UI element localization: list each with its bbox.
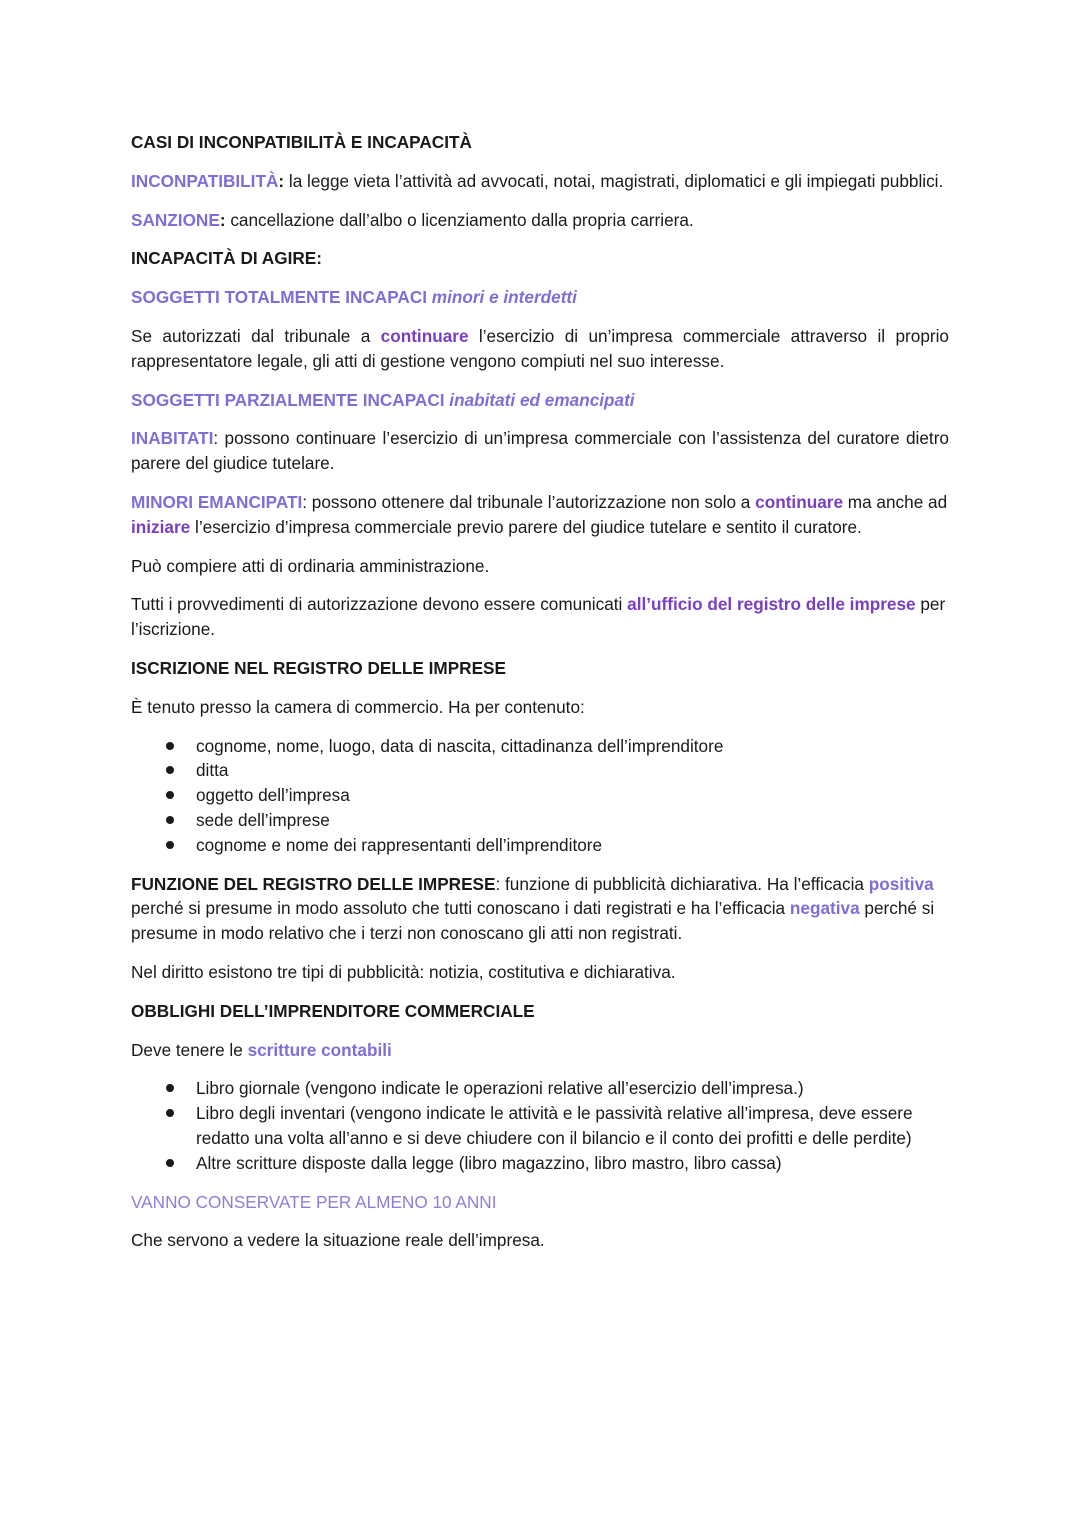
paragraph-provvedimenti bbox=[131, 592, 949, 642]
paragraph-inabitati bbox=[131, 426, 949, 476]
text: Tutti i provvedimenti di autorizzazione devono essere comunicati bbox=[131, 594, 628, 615]
term-totalmente-incapaci: SOGGETTI TOTALMENTE INCAPACI bbox=[131, 287, 432, 308]
paragraph-tenuto: È tenuto presso la camera di commercio. Ha per contenuto: bbox=[131, 696, 585, 717]
list-item: cognome e nome dei rappresentanti dell’imprenditore bbox=[131, 833, 949, 858]
term-incompatibilita: INCONPATIBILITÀ bbox=[131, 170, 279, 191]
heading-obblighi: OBBLIGHI DELL’IMPRENDITORE COMMERCIALE bbox=[131, 1000, 535, 1021]
text: la legge vieta l’attività ad avvocati, notai, magistrati, diplomatici e gli impiegati pubblici. bbox=[284, 170, 944, 191]
text: l’esercizio di un’impresa commerciale attraverso il proprio rappresentatore legale, gli atti di gestione vengono compiuti nel suo interesse. bbox=[131, 325, 949, 371]
term-minori-emancipati: MINORI EMANCIPATI bbox=[131, 491, 303, 512]
list-item: cognome, nome, luogo, data di nascita, cittadinanza dell’imprenditore bbox=[131, 734, 949, 759]
paragraph-sanzione bbox=[131, 208, 949, 233]
list-item: Altre scritture disposte dalla legge (libro magazzino, libro mastro, libro cassa) bbox=[131, 1151, 949, 1176]
paragraph-servono: Che servono a vedere la situazione reale dell’impresa. bbox=[131, 1230, 545, 1251]
text: perché si presume in modo relativo che i terzi non conoscano gli atti non registrati. bbox=[131, 898, 935, 944]
list-item: oggetto dell’impresa bbox=[131, 783, 949, 808]
term-continuare: continuare bbox=[380, 325, 469, 346]
term-iniziare: iniziare bbox=[131, 516, 191, 537]
paragraph-incompatibilita bbox=[131, 169, 949, 194]
text: ma anche ad bbox=[843, 491, 948, 512]
term-parzialmente-incapaci: SOGGETTI PARZIALMENTE INCAPACI bbox=[131, 389, 450, 410]
term-ufficio-registro: all’ufficio del registro delle imprese bbox=[627, 594, 916, 615]
paragraph-parzialmente-incapaci bbox=[131, 388, 949, 413]
term-continuare: continuare bbox=[755, 491, 843, 512]
paragraph-deve-tenere bbox=[131, 1038, 949, 1063]
text: perché si presume in modo assoluto che tutti conoscano i dati registrati e ha l’efficacia bbox=[131, 898, 790, 919]
colon: : bbox=[278, 170, 285, 191]
list-contenuto-registro bbox=[131, 734, 949, 858]
term-inabitati-emancipati: inabitati ed emancipati bbox=[449, 389, 635, 410]
text: per l’iscrizione. bbox=[131, 594, 946, 640]
paragraph-autorizzati bbox=[131, 324, 949, 374]
text: : possono continuare l’esercizio di un’impresa commerciale con l’assistenza del curatore dietro parere del giudice tutelare. bbox=[131, 428, 949, 474]
paragraph-conservate: VANNO CONSERVATE PER ALMENO 10 ANNI bbox=[131, 1191, 497, 1212]
heading-incompatibilita: CASI DI INCONPATIBILITÀ E INCAPACITÀ bbox=[131, 132, 472, 152]
term-sanzione: SANZIONE bbox=[131, 209, 220, 230]
list-item: Libro giornale (vengono indicate le operazioni relative all’esercizio dell’impresa.) bbox=[131, 1076, 949, 1101]
text: l’esercizio d’impresa commerciale previo parere del giudice tutelare e sentito il curatore. bbox=[190, 516, 862, 537]
list-item: ditta bbox=[131, 758, 949, 783]
heading-incapacita-agire: INCAPACITÀ DI AGIRE: bbox=[131, 248, 322, 269]
list-scritture bbox=[131, 1076, 949, 1175]
paragraph-diritto: Nel diritto esistono tre tipi di pubblicità: notizia, costitutiva e dichiarativa. bbox=[131, 961, 676, 982]
term-minori-interdetti: minori e interdetti bbox=[431, 287, 577, 308]
paragraph-funzione-registro bbox=[131, 872, 949, 946]
list-item: Libro degli inventari (vengono indicate le attività e le passività relative all’impresa, deve essere redatto una volta all’anno e si deve chiudere con il bilancio e il conto dei profitti e delle perdite) bbox=[131, 1101, 949, 1151]
term-positiva: positiva bbox=[868, 873, 934, 894]
paragraph-totalmente-incapaci bbox=[131, 285, 949, 310]
text: Se autorizzati dal tribunale a bbox=[131, 325, 381, 346]
paragraph-ordinaria: Può compiere atti di ordinaria amministrazione. bbox=[131, 555, 490, 576]
term-funzione-registro: FUNZIONE DEL REGISTRO DELLE IMPRESE bbox=[131, 873, 496, 894]
text: Deve tenere le bbox=[131, 1039, 248, 1060]
document-body bbox=[131, 130, 949, 1267]
colon: : bbox=[219, 209, 226, 230]
term-negativa: negativa bbox=[789, 898, 860, 919]
term-inabitati: INABITATI bbox=[131, 428, 214, 449]
paragraph-minori-emancipati bbox=[131, 490, 949, 540]
list-item: sede dell’imprese bbox=[131, 808, 949, 833]
text: : possono ottenere dal tribunale l’autorizzazione non solo a bbox=[302, 491, 756, 512]
text: cancellazione dall’albo o licenziamento dalla propria carriera. bbox=[225, 209, 694, 230]
text: : funzione di pubblicità dichiarativa. Ha l’efficacia bbox=[495, 873, 869, 894]
term-scritture-contabili: scritture contabili bbox=[247, 1039, 392, 1060]
heading-iscrizione-registro: ISCRIZIONE NEL REGISTRO DELLE IMPRESE bbox=[131, 657, 506, 678]
